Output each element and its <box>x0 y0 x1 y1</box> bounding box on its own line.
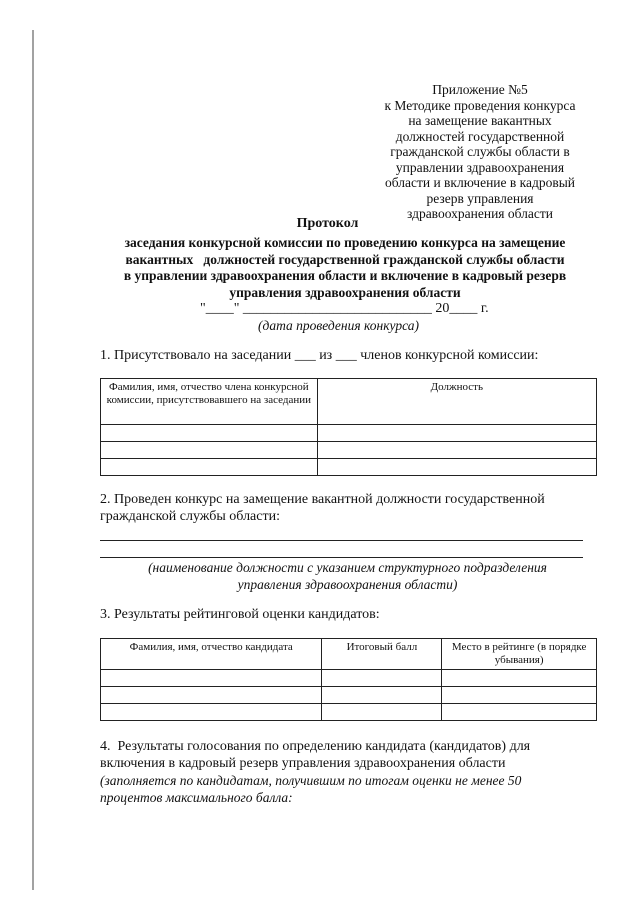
subtitle-line: вакантных должностей государственной гражданской службы области <box>125 251 565 267</box>
date-caption: (дата проведения конкурса) <box>258 318 419 333</box>
position-name-fill-line[interactable] <box>100 540 583 541</box>
appendix-line: резерв управления <box>426 190 534 206</box>
section4-note <box>100 773 595 806</box>
note-line: (заполняется по кандидатам, получившим по итогам оценки не менее 50 <box>100 773 522 788</box>
column-header-position: Должность <box>317 379 596 425</box>
section4-line: включения в кадровый резерв управления здравоохранения области <box>100 756 506 771</box>
column-header-total-score: Итоговый балл <box>322 639 442 670</box>
table-cell[interactable] <box>442 704 597 721</box>
section4-line: 4. Результаты голосования по определению кандидата (кандидатов) для <box>100 739 531 754</box>
binder-margin-line <box>32 30 34 890</box>
table-cell[interactable] <box>442 687 597 704</box>
table-cell[interactable] <box>101 704 322 721</box>
column-header-candidate-name: Фамилия, имя, отчество кандидата <box>101 639 322 670</box>
subtitle-line: в управлении здравоохранения области и включение в кадровый резерв <box>123 268 567 283</box>
subtitle-line: заседания конкурсной комиссии по проведению конкурса на замещение <box>124 235 566 250</box>
caption-line: (наименование должности с указанием структурного подразделения <box>148 560 547 575</box>
section2-text <box>100 491 595 525</box>
appendix-line: к Методике проведения конкурса <box>384 97 576 113</box>
commission-members-table <box>100 378 597 476</box>
table-cell[interactable] <box>317 425 596 442</box>
table-cell[interactable] <box>322 704 442 721</box>
section3-text: 3. Результаты рейтинговой оценки кандидатов: <box>100 607 380 622</box>
appendix-line: Приложение №5 <box>432 82 528 97</box>
appendix-line: гражданской службы области в <box>390 144 570 159</box>
position-caption <box>100 559 595 593</box>
table-cell[interactable] <box>317 459 596 476</box>
section2-line: гражданской службы области: <box>100 509 280 524</box>
caption-line: управления здравоохранения области) <box>237 577 458 592</box>
table-cell[interactable] <box>101 425 318 442</box>
appendix-heading <box>360 82 600 222</box>
table-cell[interactable] <box>101 442 318 459</box>
section2-line: 2. Проведен конкурс на замещение вакантной должности государственной <box>100 492 545 507</box>
section4-text <box>100 738 595 772</box>
table-row <box>101 459 597 476</box>
table-cell[interactable] <box>322 670 442 687</box>
note-line: процентов максимального балла: <box>100 789 293 805</box>
table-cell[interactable] <box>101 687 322 704</box>
appendix-line: должностей государственной <box>395 128 565 144</box>
table-cell[interactable] <box>101 459 318 476</box>
position-name-fill-line[interactable] <box>100 557 583 558</box>
column-header-member-name: Фамилия, имя, отчество члена конкурсной комиссии, присутствовавшего на заседании <box>101 379 318 425</box>
table-cell[interactable] <box>317 442 596 459</box>
appendix-line: управлении здравоохранения <box>395 159 565 175</box>
column-header-rating-place: Место в рейтинге (в порядке убывания) <box>442 639 597 670</box>
protocol-title: Протокол <box>296 216 359 231</box>
table-cell[interactable] <box>442 670 597 687</box>
appendix-line: на замещение вакантных <box>408 113 552 128</box>
appendix-line: области и включение в кадровый <box>384 175 576 190</box>
subtitle-line: управления здравоохранения области <box>229 284 461 300</box>
table-row <box>101 704 597 721</box>
table-row <box>101 670 597 687</box>
candidate-rating-table <box>100 638 597 721</box>
table-cell[interactable] <box>322 687 442 704</box>
protocol-subtitle <box>95 235 595 301</box>
table-row <box>101 425 597 442</box>
table-cell[interactable] <box>101 670 322 687</box>
table-row <box>101 687 597 704</box>
section1-text: 1. Присутствовало на заседании ___ из ___ членов конкурсной комиссии: <box>100 348 539 363</box>
appendix-line: здравоохранения области <box>406 206 553 221</box>
table-row <box>101 442 597 459</box>
date-line: "____" ___________________________ 20____ г. <box>200 301 489 316</box>
